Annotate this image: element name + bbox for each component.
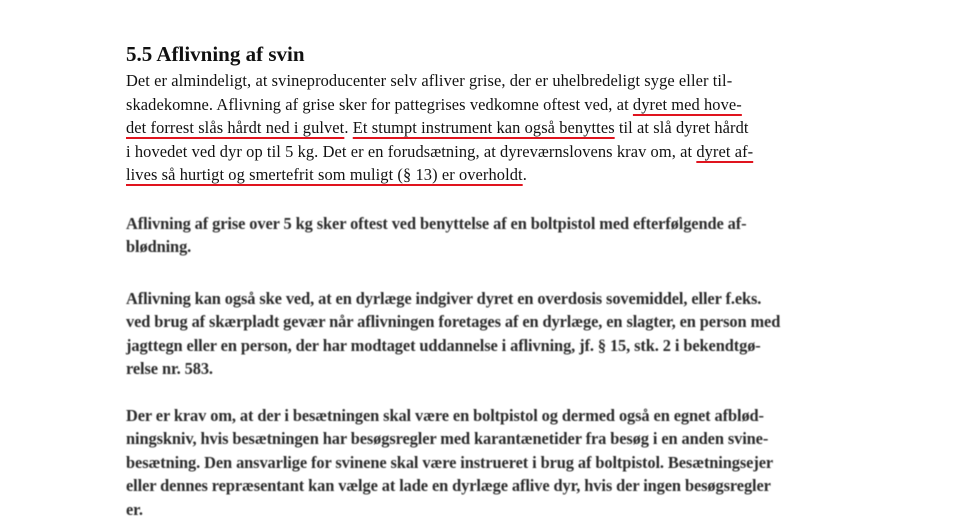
paragraph-3-line-1: Aflivning kan også ske ved, at en dyrlæge indgiver dyret en overdosis sovemiddel, eller f.eks. (126, 289, 762, 308)
paragraph-1-line-5: lives så hurtigt og smertefrit som muligt (§ 13) er overholdt. (126, 165, 527, 184)
paragraph-3-line-4: relse nr. 583. (126, 359, 213, 379)
highlighted-phrase: dyret med hove- (632, 94, 742, 114)
paragraph-1 (126, 69, 904, 187)
paragraph-4-line-5: er. (126, 499, 143, 519)
paragraph-2 (126, 212, 904, 259)
paragraph-2-line-2: blødning. (126, 237, 192, 257)
paragraph-4 (126, 404, 904, 521)
paragraph-4-line-4: eller dennes repræsentant kan vælge at lade en dyrlæge aflive dyr, hvis der ingen besøgsregler (126, 476, 771, 496)
paragraph-3-line-2: ved brug af skærpladt gevær når aflivningen foretages af en dyrlæge, en slagter, en person med (126, 312, 781, 332)
highlighted-phrase: lives så hurtigt og smertefrit som muligt (§ 13) er overholdt (126, 165, 523, 184)
paragraph-4-line-2: ningskniv, hvis besætningen har besøgsregler med karantænetider fra besøg i en anden svine- (126, 429, 769, 449)
paragraph-3 (126, 287, 904, 381)
highlighted-phrase: Et stumpt instrument kan også benyttes (352, 118, 615, 137)
paragraph-1-line-2: skadekomne. Aflivning af grise sker for pattegrises vedkomne oftest ved, at dyret med hove- (126, 94, 742, 114)
paragraph-3-line-3: jagttegn eller en person, der har modtaget uddannelse i aflivning, jf. § 15, stk. 2 i bekendtgø- (126, 335, 761, 355)
paragraph-2-line-1: Aflivning af grise over 5 kg sker oftest ved benyttelse af en boltpistol med efterfølgende af- (126, 214, 747, 233)
highlighted-phrase: det forrest slås hårdt ned i gulvet (126, 118, 345, 137)
paragraph-1-line-4: i hovedet ved dyr op til 5 kg. Det er en forudsætning, at dyreværnslovens krav om, at dyret af- (126, 141, 754, 161)
paragraph-1-line-1: Det er almindeligt, at svineproducenter selv afliver grise, der er uhelbredeligt syge eller til- (126, 71, 733, 90)
paragraph-1-line-3: det forrest slås hårdt ned i gulvet. Et stumpt instrument kan også benyttes til at slå dyret hårdt (126, 118, 749, 137)
paragraph-4-line-3: besætning. Den ansvarlige for svinene skal være instrueret i brug af boltpistol. Besætningsejer (126, 452, 774, 472)
paragraph-4-line-1: Der er krav om, at der i besætningen skal være en boltpistol og dermed også en egnet afblød- (126, 406, 764, 425)
section-heading: 5.5 Aflivning af svin (126, 42, 305, 66)
highlighted-phrase: dyret af- (696, 141, 754, 161)
